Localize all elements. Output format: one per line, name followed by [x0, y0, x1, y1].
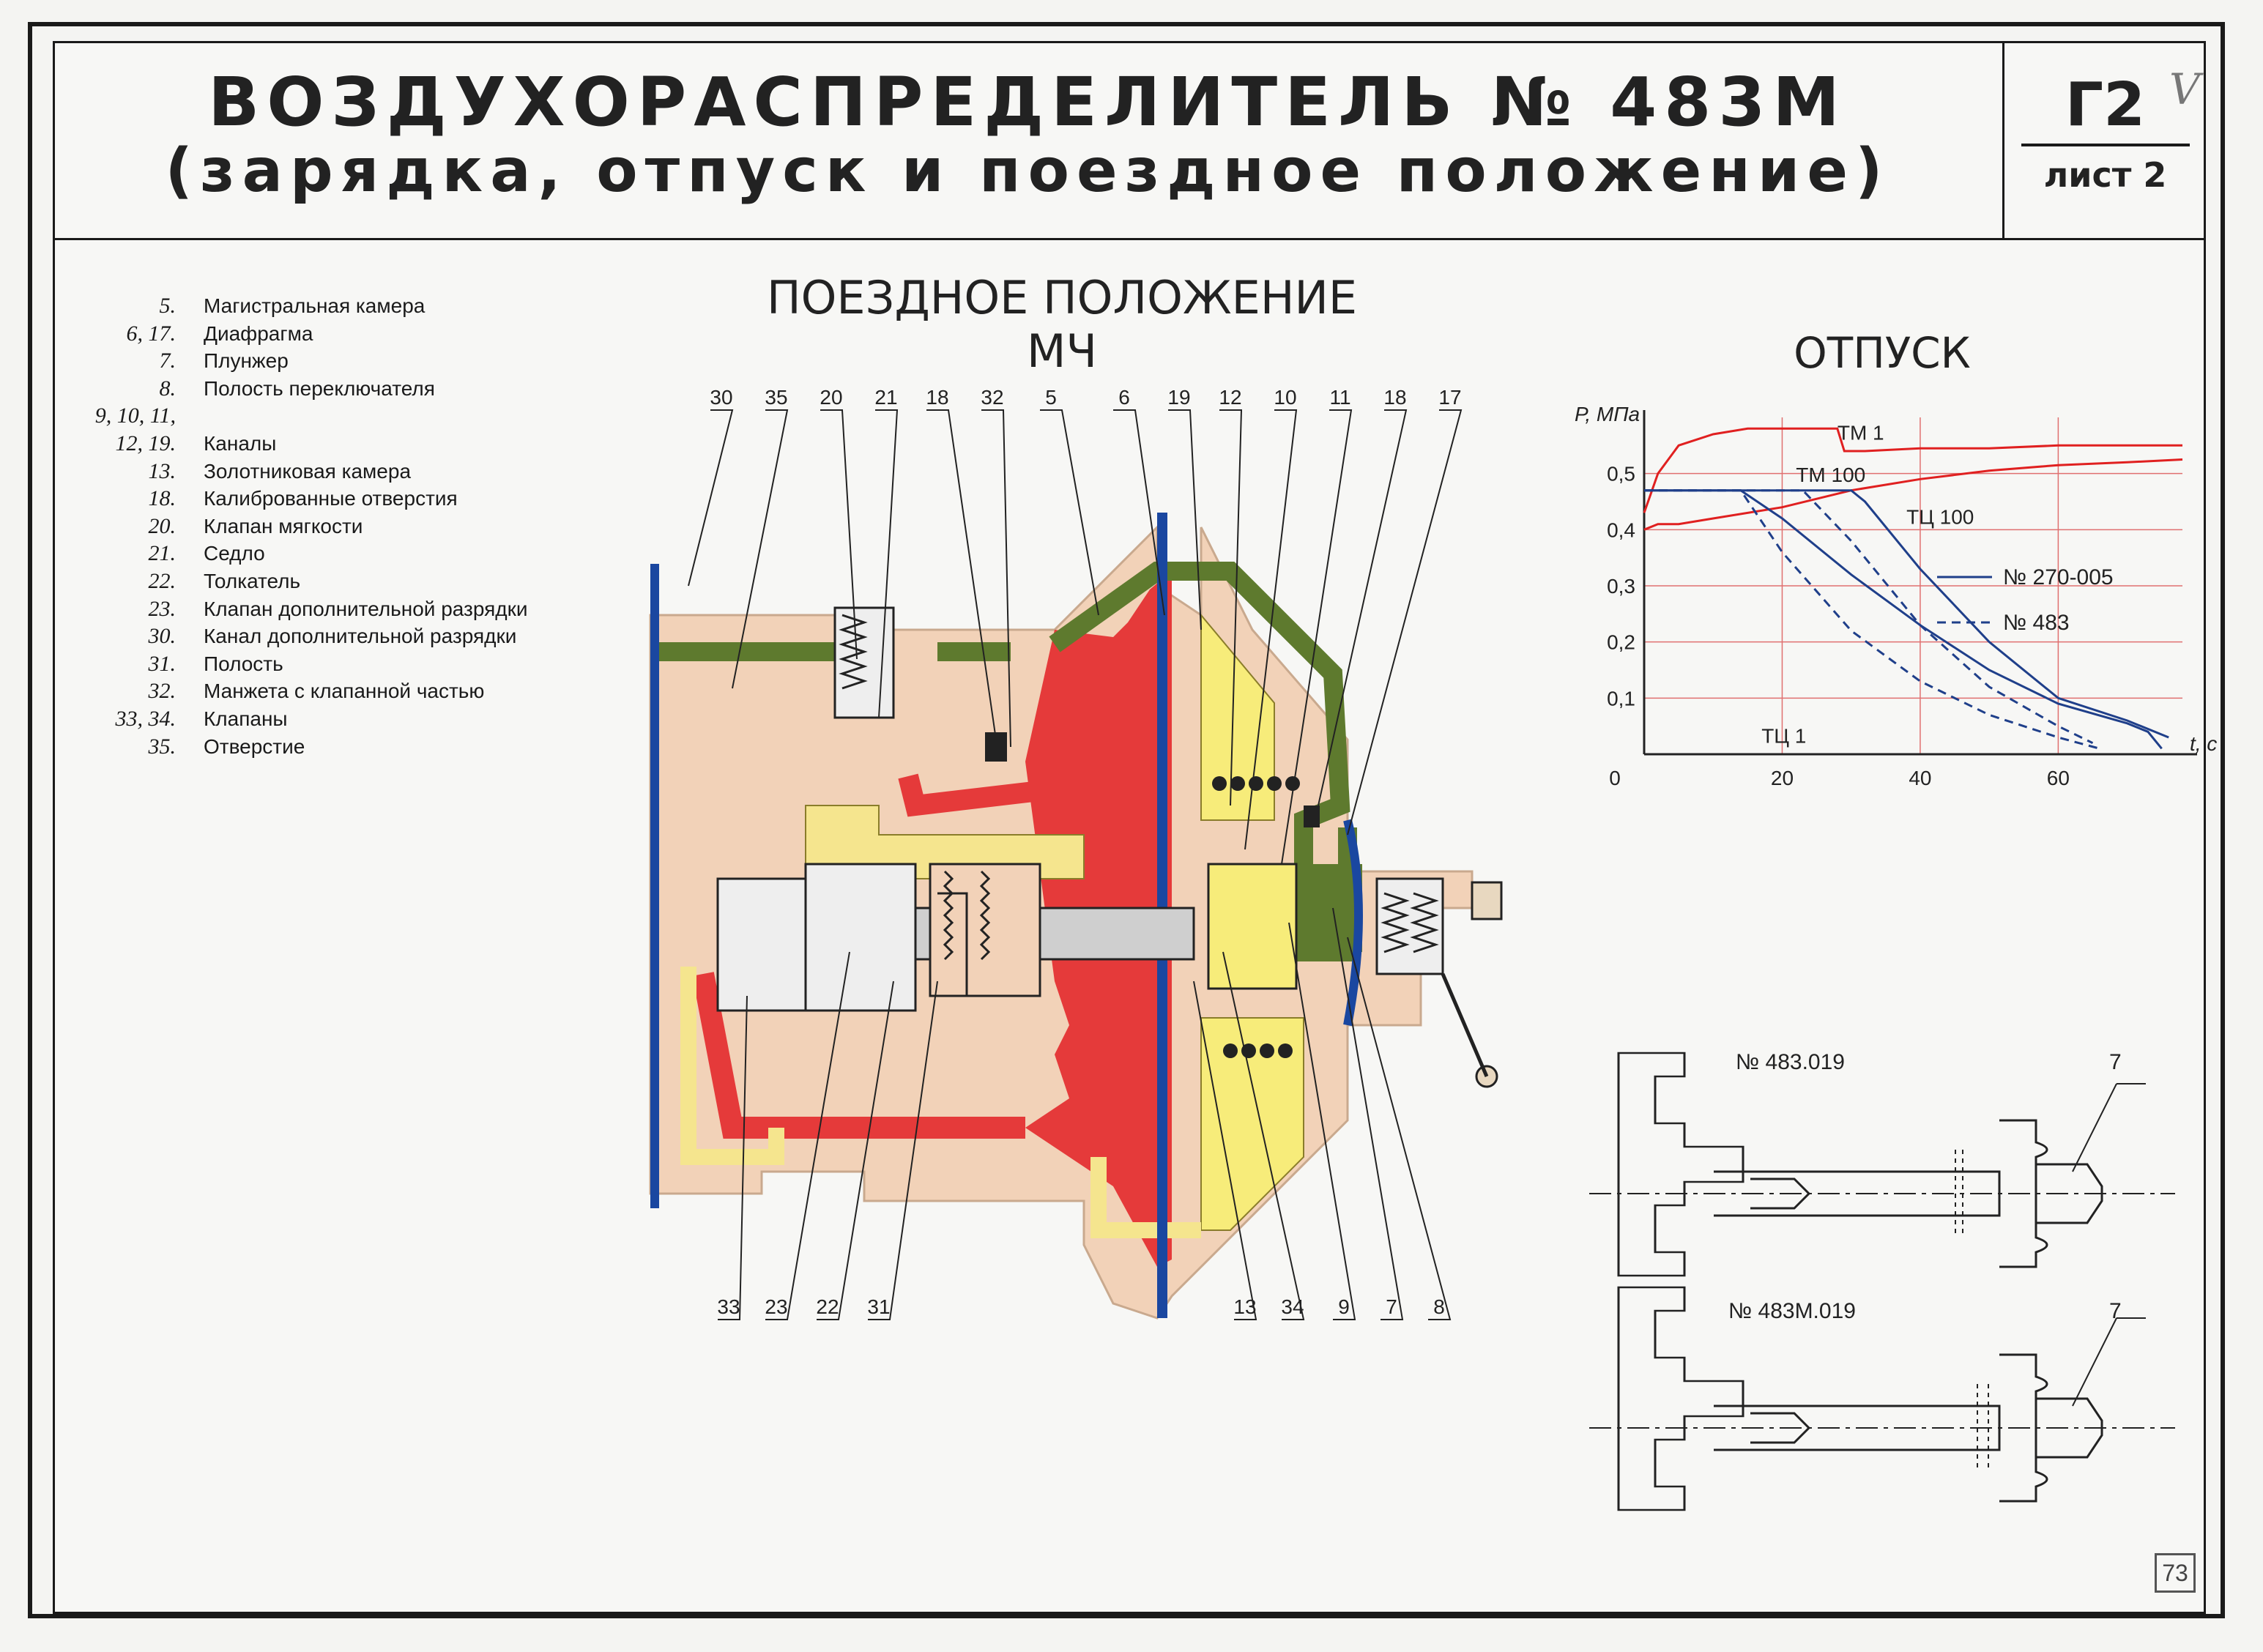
callout-bottom-34: 34	[1281, 1295, 1304, 1318]
legend-number: 30.	[148, 624, 176, 649]
callout-top-20: 20	[820, 386, 843, 409]
legend-text: Золотниковая камера	[204, 459, 412, 483]
legend-number: 33, 34.	[115, 707, 176, 731]
legend-number: 31.	[148, 651, 176, 676]
legend-number: 23.	[148, 596, 176, 621]
sheet-code: Г2	[2065, 70, 2146, 140]
callout-bottom-7: 7	[1386, 1295, 1397, 1318]
legend-number: 6, 17.	[126, 321, 176, 346]
legend-text: Диафрагма	[204, 321, 313, 345]
legend-number: 18.	[148, 486, 176, 511]
x-tick-label: 0	[1609, 767, 1621, 789]
callout-top-6: 6	[1118, 386, 1130, 409]
legend-text: Плунжер	[204, 349, 289, 373]
callout-top-35: 35	[765, 386, 788, 409]
callout-top-18: 18	[1383, 386, 1407, 409]
callout-top-30: 30	[710, 386, 733, 409]
legend-text: Магистральная камера	[204, 294, 426, 317]
legend-number: 12, 19.	[115, 431, 176, 455]
legend-number: 35.	[148, 734, 176, 759]
legend-text: Клапаны	[204, 707, 288, 730]
legend-text: Седло	[204, 542, 265, 565]
legend-number: 5.	[159, 294, 176, 318]
legend-text: Клапан дополнительной разрядки	[204, 597, 528, 620]
series-annotation: ТМ 1	[1837, 421, 1884, 444]
callout-bottom-9: 9	[1338, 1295, 1350, 1318]
part-drawing-483m-019	[1589, 1287, 2175, 1510]
callout-top-19: 19	[1167, 386, 1191, 409]
x-tick-label: 20	[1770, 767, 1794, 789]
callout-top-18: 18	[926, 386, 949, 409]
legend-number: 8.	[159, 376, 176, 401]
series-annotation: ТЦ 1	[1761, 724, 1807, 748]
part-drawing-483-019	[1589, 1053, 2175, 1276]
series-line-0	[1644, 428, 2182, 513]
legend-text: Клапан мягкости	[204, 514, 363, 537]
legend-text: Калиброванные отверстия	[204, 487, 458, 510]
callout-bottom-31: 31	[867, 1295, 891, 1318]
part-callout-top: 7	[2109, 1050, 2122, 1074]
legend-text: Полость переключателя	[204, 376, 435, 400]
chart-legend	[1937, 565, 2114, 635]
page-subtitle: (зарядка, отпуск и поездное положение)	[165, 136, 1890, 206]
y-tick-label: 0,1	[1607, 687, 1635, 710]
legend-number: 7.	[159, 349, 176, 373]
legend-label: № 270-005	[2003, 565, 2114, 589]
legend-number: 21.	[148, 541, 176, 566]
y-tick-label: 0,5	[1607, 462, 1635, 485]
y-tick-label: 0,3	[1607, 575, 1635, 598]
legend-text: Полость	[204, 652, 283, 675]
part-callout-bottom: 7	[2109, 1299, 2122, 1323]
page-title: ВОЗДУХОРАСПРЕДЕЛИТЕЛЬ № 483М	[208, 63, 1847, 141]
diagram-title: ПОЕЗДНОЕ ПОЛОЖЕНИЕ МЧ	[766, 271, 1358, 378]
sheet-label: лист 2	[2043, 155, 2167, 195]
release-chart	[1553, 388, 2218, 789]
legend-text: Канал дополнительной разрядки	[204, 625, 517, 648]
chart-title: ОТПУСК	[1794, 328, 1971, 378]
check-mark: V	[2169, 64, 2200, 114]
y-tick-label: 0,4	[1607, 518, 1635, 542]
callout-bottom-8: 8	[1433, 1295, 1445, 1318]
bottom-callout-labels	[717, 1295, 1444, 1318]
callout-bottom-23: 23	[765, 1295, 788, 1318]
sheet-rule	[2021, 144, 2190, 146]
callout-top-17: 17	[1438, 386, 1462, 409]
legend-number: 9, 10, 11,	[94, 403, 176, 428]
legend-text: Отверстие	[204, 734, 305, 758]
legend-number: 20.	[148, 513, 176, 538]
plunger-drawings	[1589, 1040, 2175, 1582]
callout-top-32: 32	[981, 386, 1004, 409]
callout-top-21: 21	[874, 386, 898, 409]
x-axis-label: t, с	[2190, 732, 2218, 755]
callout-bottom-22: 22	[816, 1295, 839, 1318]
callout-bottom-13: 13	[1233, 1295, 1257, 1318]
legend-number: 13.	[148, 458, 176, 483]
legend-label: № 483	[2003, 611, 2070, 635]
series-annotation: ТМ 100	[1796, 464, 1866, 487]
part-label-483-019: № 483.019	[1736, 1050, 1845, 1074]
part-label-483m-019: № 483М.019	[1728, 1299, 1856, 1323]
legend-text: Манжета с клапанной частью	[204, 680, 485, 703]
legend-text: Каналы	[204, 432, 277, 455]
valve-section-diagram	[644, 386, 1509, 1347]
x-tick-label: 40	[1909, 767, 1932, 789]
callout-bottom-33: 33	[717, 1295, 740, 1318]
legend-text: Толкатель	[204, 570, 301, 592]
y-tick-label: 0,2	[1607, 630, 1635, 654]
x-tick-label: 60	[2046, 767, 2070, 789]
page-number: 73	[2155, 1553, 2196, 1593]
y-axis-label: Р, МПа	[1575, 403, 1640, 425]
callout-top-11: 11	[1329, 386, 1351, 409]
legend-number: 32.	[148, 679, 176, 704]
callout-top-10: 10	[1274, 386, 1297, 409]
callout-top-5: 5	[1045, 386, 1057, 409]
legend-number: 22.	[148, 569, 176, 593]
callout-top-12: 12	[1219, 386, 1242, 409]
series-annotation: ТЦ 100	[1906, 505, 1974, 529]
